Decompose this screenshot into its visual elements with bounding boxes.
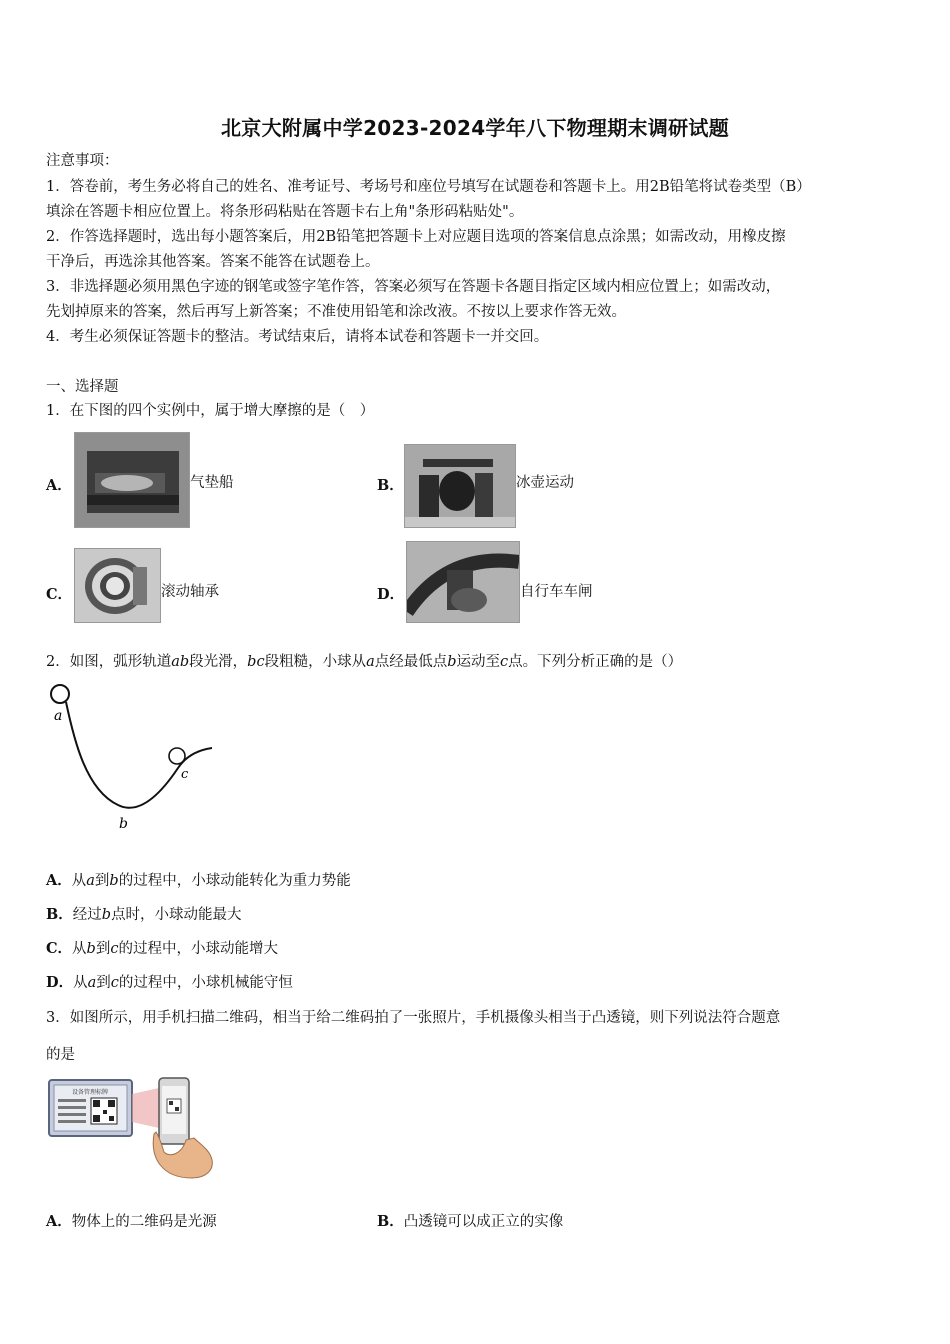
q2-option-b: B．经过b点时，小球动能最大 [46, 906, 242, 923]
label-c: c [181, 767, 189, 782]
option-a-caption: 气垫船 [190, 475, 234, 491]
notice-line: 先划掉原来的答案，然后再写上新答案；不准使用铅笔和涂改液。不按以上要求作答无效。 [46, 304, 626, 320]
option-c-label: C． [46, 586, 73, 603]
bike-brake-photo [406, 541, 520, 623]
notice-line: 2．作答选择题时，选出每小题答案后，用2B铅笔把答题卡上对应题目选项的答案信息点涂黑；如需改动，用橡皮擦 [46, 229, 786, 245]
question-3-stem: 3．如图所示，用手机扫描二维码，相当于给二维码拍了一张照片，手机摄像头相当于凸透镜，则下列说法符合题意 [46, 1010, 781, 1026]
section-heading: 一、选择题 [46, 379, 119, 395]
question-1-stem: 1．在下图的四个实例中，属于增大摩擦的是（ ） [46, 403, 375, 419]
q2-option-c: C．从b到c的过程中，小球动能增大 [46, 940, 278, 957]
hovercraft-photo [74, 432, 190, 528]
option-c-caption: 滚动轴承 [161, 584, 219, 600]
q2-option-a: A．从a到b的过程中，小球动能转化为重力势能 [46, 872, 351, 889]
track-diagram [40, 680, 230, 840]
option-d-caption: 自行车车闸 [520, 584, 593, 600]
notice-line: 干净后，再选涂其他答案。答案不能答在试题卷上。 [46, 254, 380, 270]
label-a: a [54, 708, 63, 724]
ball-at-c [169, 748, 185, 764]
option-b-caption: 冰壶运动 [516, 475, 574, 491]
question-3-stem-cont: 的是 [46, 1047, 75, 1063]
card-title: 设备管理标牌 [71, 1089, 109, 1096]
notice-line: 填涂在答题卡相应位置上。将条形码粘贴在答题卡右上角"条形码粘贴处"。 [46, 204, 524, 220]
qr-scan-figure [46, 1074, 221, 1184]
arc-track [66, 702, 212, 808]
q3-option-a: A．物体上的二维码是光源 [46, 1213, 217, 1230]
page-title: 北京大附属中学2023-2024学年八下物理期末调研试题 [220, 116, 730, 140]
label-b: b [119, 816, 128, 832]
option-d-label: D． [377, 586, 405, 603]
notice-line: 1．答卷前，考生务必将自己的姓名、准考证号、考场号和座位号填写在试题卷和答题卡上。用2B铅笔将试卷类型（B） [46, 179, 811, 195]
q2-option-d: D．从a到c的过程中，小球机械能守恒 [46, 974, 293, 991]
bearing-photo [74, 548, 161, 623]
question-2-stem: 2．如图，弧形轨道ab段光滑，bc段粗糙，小球从a点经最低点b运动至c点。下列分析正确的是（） [46, 654, 683, 670]
curling-photo [404, 444, 516, 528]
option-a-label: A． [46, 477, 72, 494]
notice-line: 3．非选择题必须用黑色字迹的钢笔或签字笔作答，答案必须写在答题卡各题目指定区域内相应位置上；如需改动， [46, 279, 781, 295]
ball-at-a [51, 685, 69, 703]
option-b-label: B． [377, 477, 404, 494]
notice-heading: 注意事项： [46, 153, 119, 169]
notice-line: 4．考生必须保证答题卡的整洁。考试结束后，请将本试卷和答题卡一并交回。 [46, 329, 549, 345]
q3-option-b: B．凸透镜可以成正立的实像 [377, 1213, 564, 1230]
